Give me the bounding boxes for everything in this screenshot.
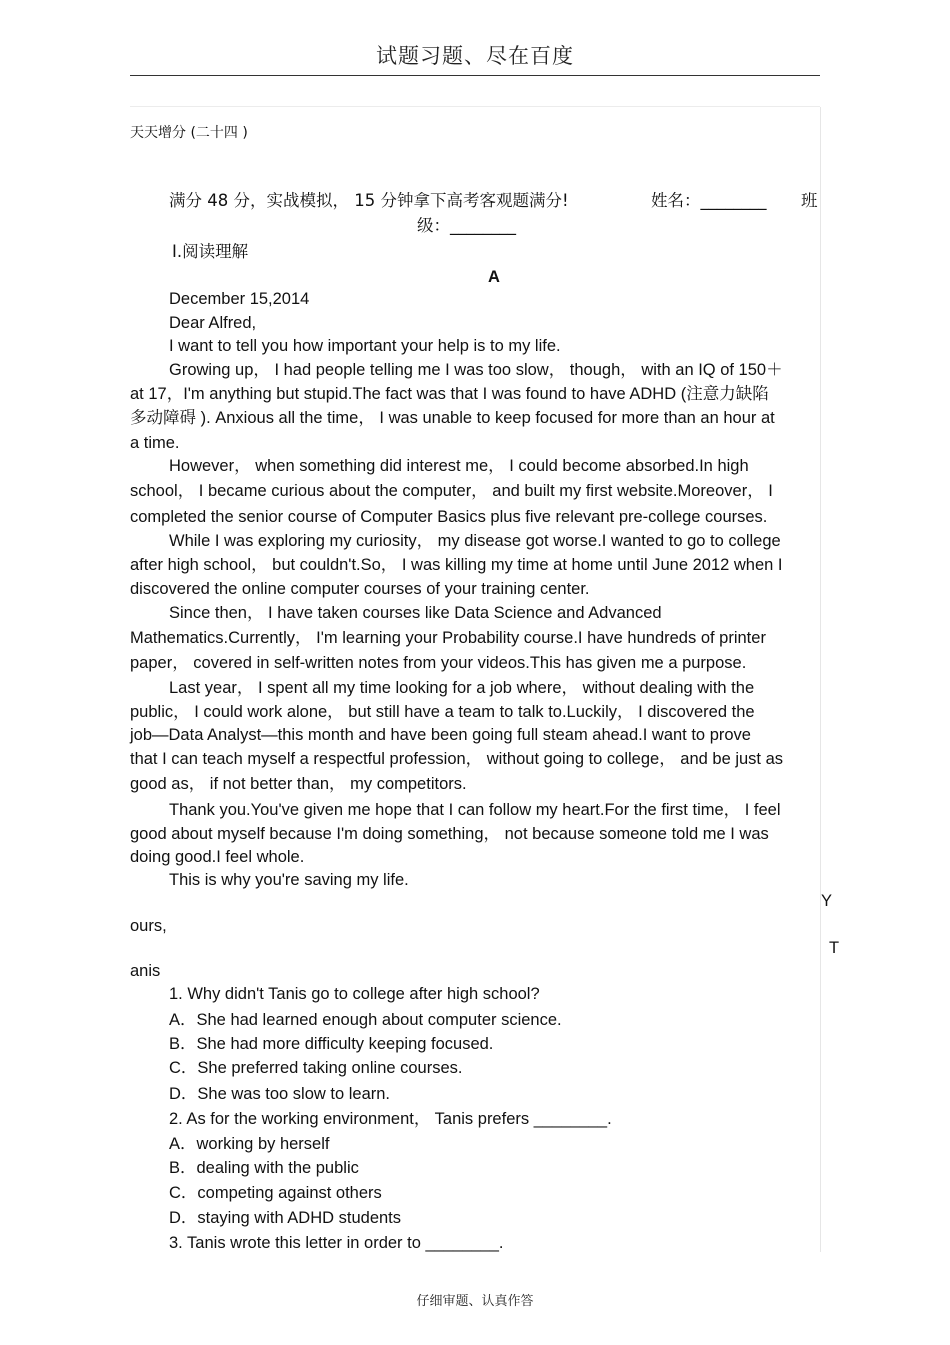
name-field-label: 姓名：________ [651, 191, 767, 210]
content-right-border [820, 107, 821, 1252]
class-field-label-end: 级：________ [417, 216, 516, 235]
passage-label: A [488, 268, 500, 286]
page-footer: 仔细审题、认真作答 [416, 1294, 534, 1309]
letter-line: after high school， but couldn't.So， I was killing my time at home until June 2012 when I [130, 556, 783, 574]
part-title: Ⅰ.阅读理解 [172, 242, 249, 261]
answer-option: B．dealing with the public [169, 1159, 359, 1177]
letter-line: I want to tell you how important your help is to my life. [169, 337, 561, 355]
letter-date: December 15,2014 [169, 290, 310, 308]
letter-line: school， I became curious about the computer， and built my first website.Moreover， I [130, 482, 773, 500]
answer-option: A．working by herself [169, 1135, 330, 1153]
content-top-border [130, 106, 820, 107]
letter-line: that I can teach myself a respectful profession， without going to college， and be just as [130, 750, 784, 768]
class-field-label-start: 班 [801, 191, 818, 210]
letter-line: However， when something did interest me， I could become absorbed.In high [169, 457, 749, 475]
closing-t: T [829, 939, 840, 957]
letter-line: While I was exploring my curiosity， my disease got worse.I wanted to go to college [169, 532, 781, 550]
header-divider [130, 75, 820, 76]
question-stem: 2. As for the working environment， Tanis prefers ________. [169, 1110, 612, 1128]
letter-line: good about myself because I'm doing something， not because someone told me I was [130, 825, 769, 843]
answer-option: C．She preferred taking online courses. [169, 1059, 463, 1077]
letter-line: This is why you're saving my life. [169, 871, 409, 889]
letter-line: at 17，I'm anything but stupid.The fact was that I was found to have ADHD (注意力缺陷 [130, 385, 769, 403]
answer-option: A．She had learned enough about computer science. [169, 1011, 562, 1029]
question-stem: 1. Why didn't Tanis go to college after high school? [169, 985, 540, 1003]
answer-option: D．staying with ADHD students [169, 1209, 402, 1227]
letter-line: good as， if not better than， my competitors. [130, 775, 467, 793]
answer-option: D．She was too slow to learn. [169, 1085, 391, 1103]
letter-line: 多动障碍 ). Anxious all the time， I was unable to keep focused for more than an hour at [130, 409, 775, 427]
letter-line: discovered the online computer courses of your training center. [130, 580, 590, 598]
letter-line: job—Data Analyst—this month and have been going full steam ahead.I want to prove [130, 726, 751, 744]
question-stem: 3. Tanis wrote this letter in order to ________. [169, 1234, 504, 1252]
letter-line: Since then， I have taken courses like Data Science and Advanced [169, 604, 662, 622]
letter-line: a time. [130, 434, 180, 452]
page-header-title: 试题习题、尽在百度 [376, 44, 574, 68]
closing-ours: ours, [130, 917, 167, 935]
letter-line: public， I could work alone， but still have a team to talk to.Luckily， I discovered the [130, 703, 755, 721]
answer-option: B．She had more difficulty keeping focused. [169, 1035, 494, 1053]
section-title: 天天增分 (二十四 ) [130, 125, 248, 141]
closing-y: Y [821, 892, 833, 910]
letter-line: Thank you.You've given me hope that I can follow my heart.For the first time， I feel [169, 801, 781, 819]
letter-line: Mathematics.Currently， I'm learning your Probability course.I have hundreds of printer [130, 629, 766, 647]
letter-line: paper， covered in self-written notes from your videos.This has given me a purpose. [130, 654, 747, 672]
letter-line: completed the senior course of Computer Basics plus five relevant pre-college courses. [130, 508, 768, 526]
letter-greeting: Dear Alfred, [169, 314, 257, 332]
answer-option: C．competing against others [169, 1184, 382, 1202]
intro-score-line: 满分 48 分，实战模拟， 15 分钟拿下高考客观题满分! [169, 191, 569, 210]
closing-anis: anis [130, 962, 161, 980]
letter-line: Last year， I spent all my time looking for a job where， without dealing with the [169, 679, 755, 697]
letter-line: doing good.I feel whole. [130, 848, 305, 866]
letter-line: Growing up， I had people telling me I was too slow， though， with an IQ of 150＋ [169, 361, 783, 379]
